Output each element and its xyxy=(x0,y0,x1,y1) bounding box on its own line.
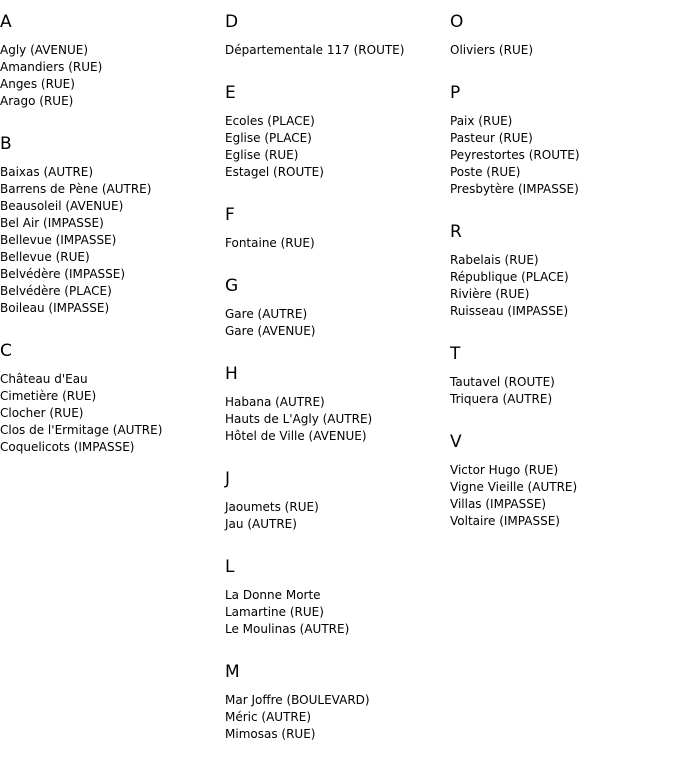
street-list-item xyxy=(225,130,445,147)
street-link[interactable]: Lamartine (RUE) xyxy=(225,605,324,619)
street-link[interactable]: Château d'Eau xyxy=(0,372,88,386)
street-list-item xyxy=(450,269,670,286)
street-link[interactable]: Belvédère (PLACE) xyxy=(0,284,112,298)
street-link[interactable]: Vigne Vieille (AUTRE) xyxy=(450,480,578,494)
street-list-item xyxy=(0,300,220,317)
street-link[interactable]: Estagel (ROUTE) xyxy=(225,165,324,179)
street-list-item xyxy=(450,252,670,269)
letter-heading: T xyxy=(450,344,461,364)
street-link[interactable]: Villas (IMPASSE) xyxy=(450,497,547,511)
street-list xyxy=(450,364,670,420)
street-link[interactable]: Départementale 117 (ROUTE) xyxy=(225,43,405,57)
street-link[interactable]: Eglise (PLACE) xyxy=(225,131,312,145)
letter-heading: E xyxy=(225,83,236,103)
street-list-item xyxy=(450,147,670,164)
letter-heading: H xyxy=(225,364,238,384)
street-link[interactable]: Eglise (RUE) xyxy=(225,148,299,162)
street-link[interactable]: Triquera (AUTRE) xyxy=(450,392,553,406)
street-list-item xyxy=(0,266,220,283)
street-link[interactable]: Habana (AUTRE) xyxy=(225,395,325,409)
letter-group xyxy=(0,329,220,468)
letter-group xyxy=(450,0,670,71)
letter-heading: J xyxy=(225,469,231,489)
street-link[interactable]: Hôtel de Ville (AVENUE) xyxy=(225,429,367,443)
street-link[interactable]: Rabelais (RUE) xyxy=(450,253,539,267)
street-link[interactable]: Belvédère (IMPASSE) xyxy=(0,267,126,281)
street-link[interactable]: Bel Air (IMPASSE) xyxy=(0,216,104,230)
street-link[interactable]: Boileau (IMPASSE) xyxy=(0,301,110,315)
street-list-item xyxy=(225,621,445,638)
letter-group xyxy=(225,193,445,264)
letter-heading: R xyxy=(450,222,462,242)
street-list xyxy=(225,32,445,71)
street-link[interactable]: Clocher (RUE) xyxy=(0,406,84,420)
letter-group xyxy=(225,71,445,193)
street-list xyxy=(0,361,220,468)
street-link[interactable]: Tautavel (ROUTE) xyxy=(450,375,555,389)
street-list-item xyxy=(0,164,220,181)
letter-group xyxy=(450,210,670,332)
street-list-item xyxy=(0,283,220,300)
street-list xyxy=(225,682,445,755)
street-list xyxy=(0,154,220,329)
street-list-item xyxy=(225,394,445,411)
street-list-item xyxy=(225,499,445,516)
street-link[interactable]: Poste (RUE) xyxy=(450,165,521,179)
street-list-item xyxy=(225,235,445,252)
street-list-item xyxy=(225,692,445,709)
street-list-item xyxy=(0,232,220,249)
street-list-item xyxy=(225,113,445,130)
street-link[interactable]: Anges (RUE) xyxy=(0,77,75,91)
letter-group xyxy=(0,122,220,329)
street-column xyxy=(0,0,220,468)
letter-heading: F xyxy=(225,205,235,225)
street-list xyxy=(0,32,220,122)
street-link[interactable]: La Donne Morte xyxy=(225,588,321,602)
letter-group xyxy=(225,352,445,457)
street-link[interactable]: Bellevue (RUE) xyxy=(0,250,90,264)
street-link[interactable]: Méric (AUTRE) xyxy=(225,710,312,724)
letter-heading: B xyxy=(0,134,12,154)
street-list-item xyxy=(0,422,220,439)
street-list-item xyxy=(225,604,445,621)
street-link[interactable]: Oliviers (RUE) xyxy=(450,43,533,57)
street-list-item xyxy=(225,411,445,428)
letter-group xyxy=(450,420,670,542)
street-link[interactable]: Peyrestortes (ROUTE) xyxy=(450,148,580,162)
street-list-item xyxy=(0,405,220,422)
street-list-item xyxy=(0,76,220,93)
street-list xyxy=(225,103,445,193)
street-list-item xyxy=(450,113,670,130)
street-list-item xyxy=(225,42,445,59)
street-list-item xyxy=(0,371,220,388)
letter-group xyxy=(225,545,445,650)
letter-group xyxy=(225,0,445,71)
street-link[interactable]: Presbytère (IMPASSE) xyxy=(450,182,579,196)
street-link[interactable]: Bellevue (IMPASSE) xyxy=(0,233,117,247)
letter-heading: V xyxy=(450,432,462,452)
letter-heading: G xyxy=(225,276,239,296)
letter-heading: M xyxy=(225,662,240,682)
street-link[interactable]: République (PLACE) xyxy=(450,270,569,284)
street-link[interactable]: Arago (RUE) xyxy=(0,94,74,108)
street-link[interactable]: Barrens de Pène (AUTRE) xyxy=(0,182,152,196)
street-list-item xyxy=(0,215,220,232)
street-link[interactable]: Baixas (AUTRE) xyxy=(0,165,94,179)
street-list-item xyxy=(225,147,445,164)
street-list-item xyxy=(450,286,670,303)
street-column xyxy=(450,0,670,542)
street-list-item xyxy=(0,439,220,456)
letter-heading: P xyxy=(450,83,461,103)
street-list-item xyxy=(225,709,445,726)
street-list xyxy=(450,242,670,332)
street-list-item xyxy=(225,323,445,340)
street-list-item xyxy=(450,391,670,408)
street-list-item xyxy=(225,516,445,533)
street-list-item xyxy=(0,181,220,198)
street-list-item xyxy=(0,93,220,110)
street-list-item xyxy=(225,428,445,445)
street-link[interactable]: Ruisseau (IMPASSE) xyxy=(450,304,569,318)
street-list-item xyxy=(450,479,670,496)
street-list-item xyxy=(450,303,670,320)
street-link[interactable]: Victor Hugo (RUE) xyxy=(450,463,559,477)
street-list xyxy=(225,489,445,545)
street-list-item xyxy=(450,42,670,59)
street-list xyxy=(225,296,445,352)
letter-group xyxy=(450,71,670,210)
street-link[interactable]: Coquelicots (IMPASSE) xyxy=(0,440,135,454)
street-list-item xyxy=(225,164,445,181)
street-list-item xyxy=(450,496,670,513)
street-list xyxy=(450,452,670,542)
letter-group xyxy=(450,332,670,420)
street-column xyxy=(225,0,445,755)
street-link[interactable]: Pasteur (RUE) xyxy=(450,131,533,145)
street-list-item xyxy=(225,587,445,604)
street-list xyxy=(225,225,445,264)
street-link[interactable]: Le Moulinas (AUTRE) xyxy=(225,622,350,636)
street-list-item xyxy=(450,181,670,198)
letter-group xyxy=(225,457,445,545)
street-link[interactable]: Hauts de L'Agly (AUTRE) xyxy=(225,412,373,426)
letter-heading: L xyxy=(225,557,235,577)
street-link[interactable]: Gare (AVENUE) xyxy=(225,324,316,338)
street-link[interactable]: Cimetière (RUE) xyxy=(0,389,97,403)
street-link[interactable]: Mar Joffre (BOULEVARD) xyxy=(225,693,370,707)
street-link[interactable]: Mimosas (RUE) xyxy=(225,727,316,741)
street-list-item xyxy=(450,462,670,479)
street-list-item xyxy=(0,42,220,59)
street-link[interactable]: Clos de l'Ermitage (AUTRE) xyxy=(0,423,163,437)
street-list xyxy=(450,32,670,71)
street-link[interactable]: Paix (RUE) xyxy=(450,114,513,128)
street-link[interactable]: Beausoleil (AVENUE) xyxy=(0,199,124,213)
street-list xyxy=(225,577,445,650)
letter-heading: O xyxy=(450,12,464,32)
street-link[interactable]: Amandiers (RUE) xyxy=(0,60,103,74)
letter-heading: D xyxy=(225,12,239,32)
street-list-item xyxy=(450,164,670,181)
street-link[interactable]: Fontaine (RUE) xyxy=(225,236,315,250)
street-link[interactable]: Agly (AVENUE) xyxy=(0,43,89,57)
letter-group xyxy=(0,0,220,122)
street-list-item xyxy=(0,388,220,405)
street-list-item xyxy=(450,130,670,147)
street-list xyxy=(450,103,670,210)
street-list-item xyxy=(225,306,445,323)
letter-group xyxy=(225,650,445,755)
street-link[interactable]: Voltaire (IMPASSE) xyxy=(450,514,560,528)
street-list-item xyxy=(450,374,670,391)
street-list-item xyxy=(450,513,670,530)
street-link[interactable]: Rivière (RUE) xyxy=(450,287,530,301)
street-link[interactable]: Jau (AUTRE) xyxy=(225,517,297,531)
street-link[interactable]: Jaoumets (RUE) xyxy=(225,500,319,514)
street-list xyxy=(225,384,445,457)
letter-group xyxy=(225,264,445,352)
street-list-item xyxy=(225,726,445,743)
street-list-item xyxy=(0,249,220,266)
letter-heading: A xyxy=(0,12,12,32)
street-list-item xyxy=(0,59,220,76)
street-list-item xyxy=(0,198,220,215)
street-link[interactable]: Ecoles (PLACE) xyxy=(225,114,315,128)
letter-heading: C xyxy=(0,341,12,361)
street-link[interactable]: Gare (AUTRE) xyxy=(225,307,308,321)
